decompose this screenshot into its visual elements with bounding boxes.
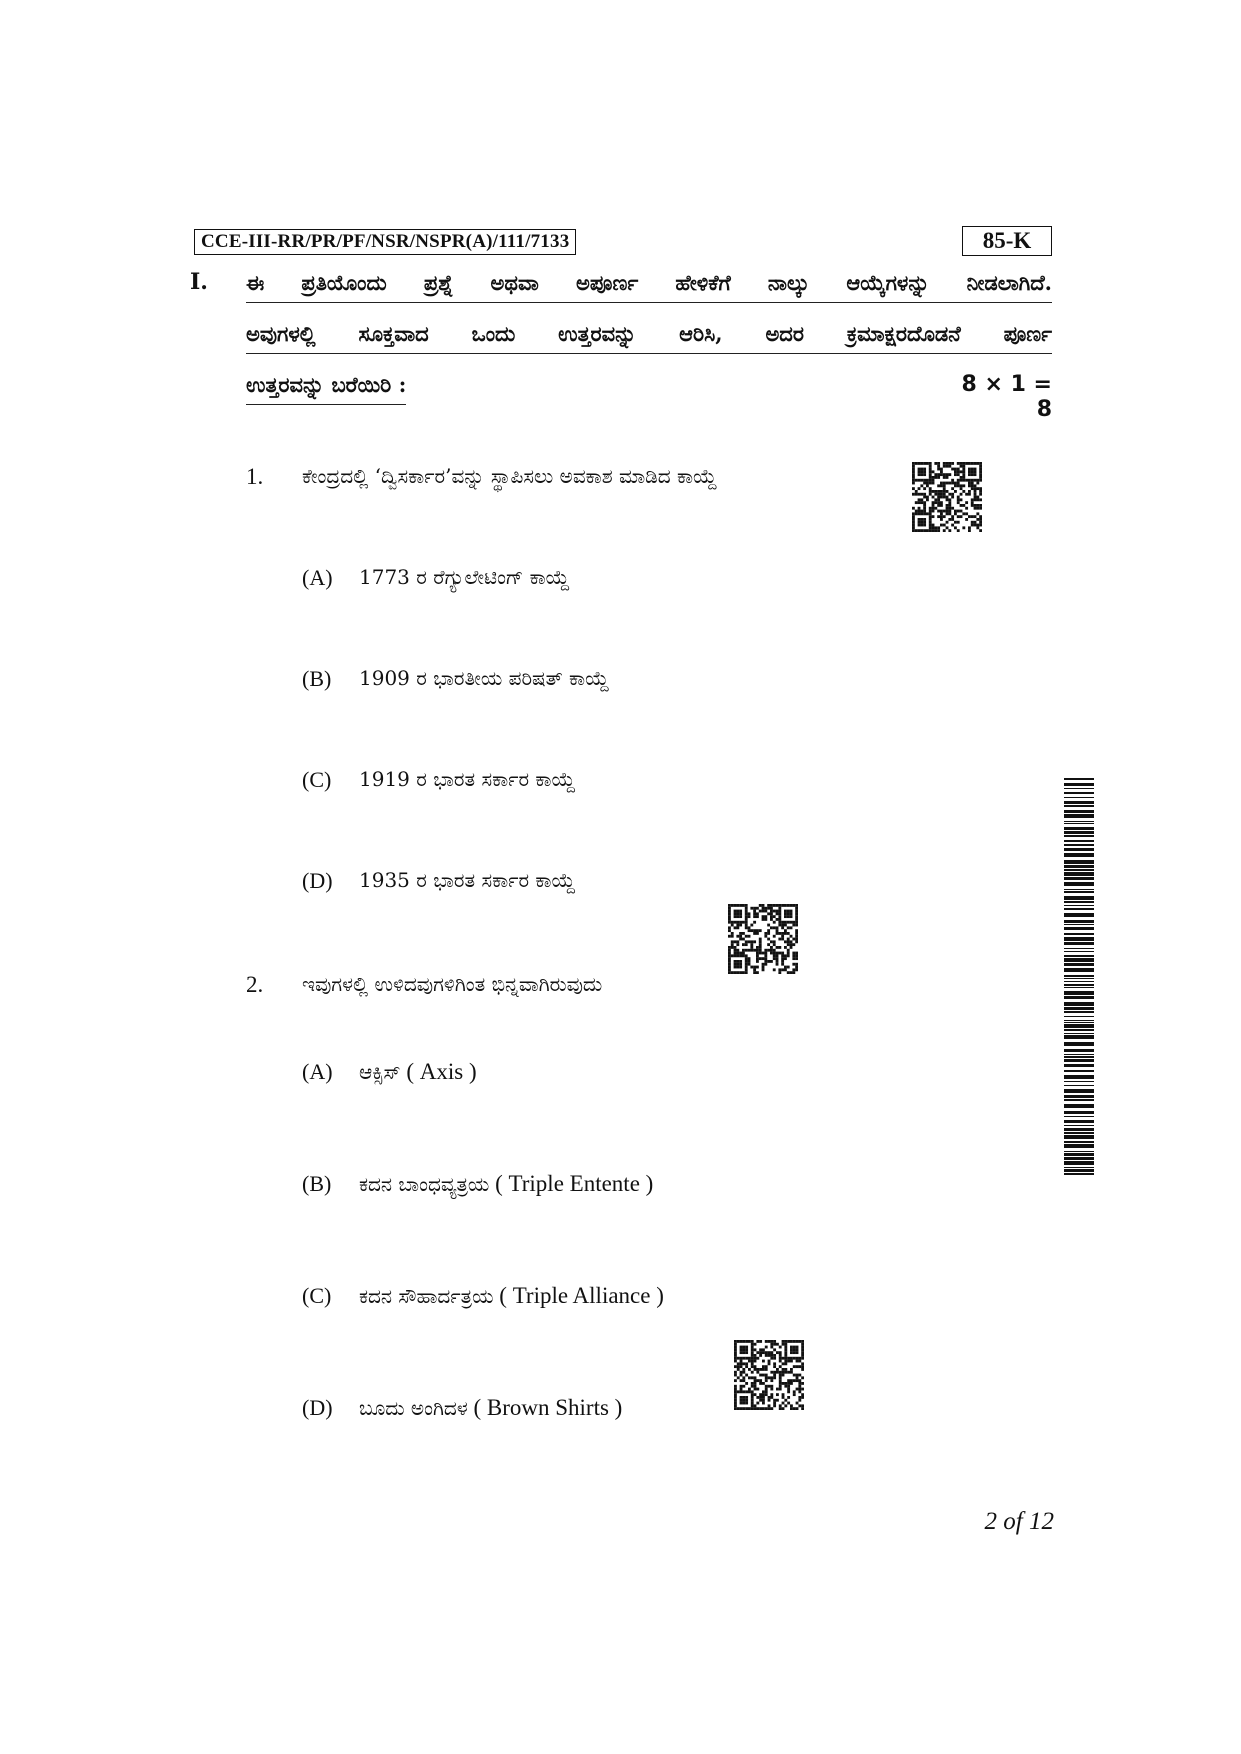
qr-code-icon [912,462,982,532]
q1-option-c-label: (C) [302,767,332,792]
q1-option-a-text: 1773 ರ ರೆಗ್ಯುಲೇಟಿಂಗ್ ಕಾಯ್ದೆ [359,565,570,589]
question-2-text: ಇವುಗಳಲ್ಲಿ ಉಳಿದವುಗಳಿಗಿಂತ ಭಿನ್ನವಾಗಿರುವುದು [302,972,603,996]
question-1-text: ಕೇಂದ್ರದಲ್ಲಿ ‘ದ್ವಿಸರ್ಕಾರ’ವನ್ನು ಸ್ಥಾಪಿಸಲು ಅವಕಾಶ ಮಾಡಿದ ಕಾಯ್ದೆ [302,464,718,488]
question-2-number: 2. [246,972,264,997]
page-number: 2 of 12 [984,1508,1054,1535]
instruction-line-3: ಉತ್ತರವನ್ನು ಬರೆಯಿರಿ : [246,372,406,405]
q1-option-b-label: (B) [302,666,332,691]
instruction-line-2: ಅವುಗಳಲ್ಲಿ ಸೂಕ್ತವಾದ ಒಂದು ಉತ್ತರವನ್ನು ಆರಿಸಿ, ಅದರ ಕ್ರಮಾಕ್ಷರದೊಡನೆ ಪೂರ್ಣ [246,321,1052,354]
q1-option-b-text: 1909 ರ ಭಾರತೀಯ ಪರಿಷತ್ ಕಾಯ್ದೆ [359,666,610,690]
set-code: 85-K [962,226,1052,256]
q2-option-a-label: (A) [302,1059,333,1084]
paper-code: CCE-III-RR/PR/PF/NSR/NSPR(A)/111/7133 [194,229,576,255]
q1-option-c-text: 1919 ರ ಭಾರತ ಸರ್ಕಾರ ಕಾಯ್ದೆ [359,767,576,791]
q1-option-d-label: (D) [302,868,333,893]
instruction-line-1: ಈ ಪ್ರತಿಯೊಂದು ಪ್ರಶ್ನೆ ಅಥವಾ ಅಪೂರ್ಣ ಹೇಳಿಕೆಗೆ ನಾಲ್ಕು ಆಯ್ಕೆಗಳನ್ನು ನೀಡಲಾಗಿದೆ. [246,270,1052,303]
q2-option-a-text: ಆಕ್ಸಿಸ್ ( Axis ) [359,1059,477,1084]
barcode-icon [1064,778,1094,1180]
q2-option-d-text: ಬೂದು ಅಂಗಿದಳ ( Brown Shirts ) [359,1395,623,1420]
q2-option-b-label: (B) [302,1171,332,1196]
qr-code-icon [728,904,798,974]
question-1-number: 1. [246,464,264,489]
section-marks: 8 × 1 = 8 [961,372,1052,422]
q1-option-a-label: (A) [302,565,333,590]
q1-option-d-text: 1935 ರ ಭಾರತ ಸರ್ಕಾರ ಕಾಯ್ದೆ [359,868,576,892]
section-number: I. [190,269,208,295]
q2-option-c-label: (C) [302,1283,332,1308]
q2-option-d-label: (D) [302,1395,333,1420]
q2-option-b-text: ಕದನ ಬಾಂಧವ್ಯತ್ರಯ ( Triple Entente ) [359,1171,654,1196]
q2-option-c-text: ಕದನ ಸೌಹಾರ್ದತ್ರಯ ( Triple Alliance ) [359,1283,664,1308]
qr-code-icon [734,1340,804,1410]
